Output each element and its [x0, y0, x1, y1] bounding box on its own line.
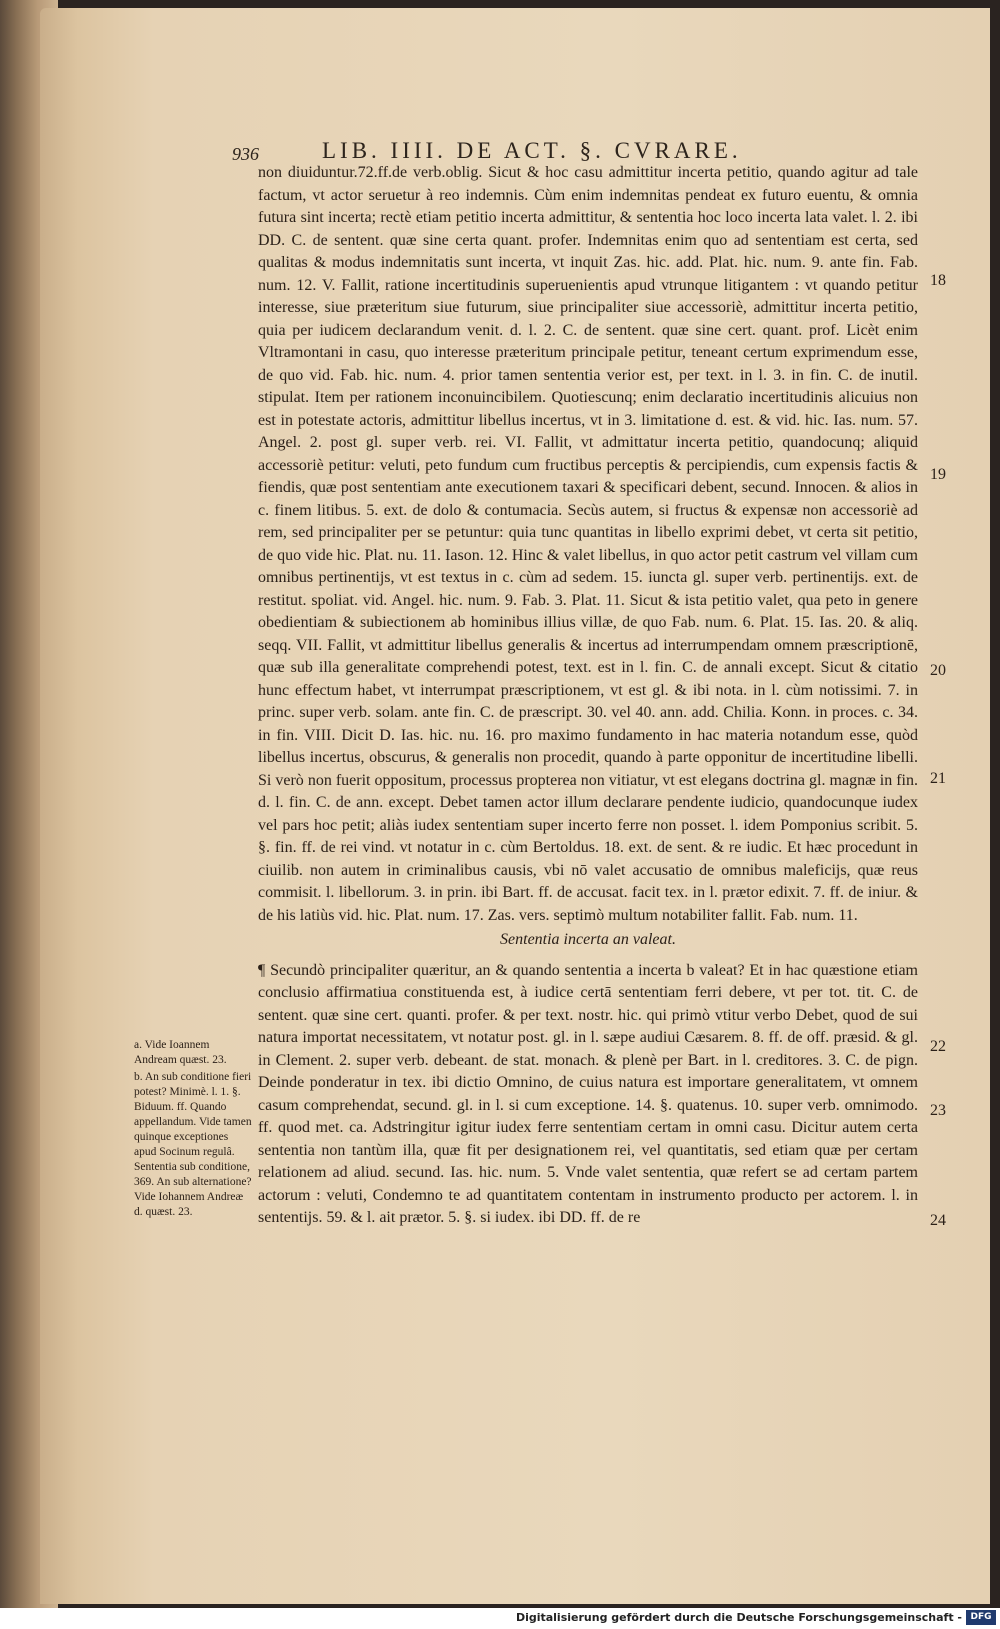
margin-number: 22: [930, 1038, 946, 1055]
section-heading: Sententia incerta an valeat.: [500, 931, 676, 948]
margin-number: 19: [930, 466, 946, 483]
margin-note: a. Vide Ioannem Andream quæst. 23.: [134, 1039, 227, 1066]
main-text-column: [258, 162, 918, 1230]
margin-number: 24: [930, 1212, 946, 1229]
margin-number: 23: [930, 1102, 946, 1119]
paragraph-continuation: non diuiduntur.72.ff.de verb.oblig. Sicut & hoc casu admittitur incerta petitio, quando agitur ad tale factum, vt actor seruetur à reo indemnis. Cùm enim indemnitas pendeat ex futuro euentu, & omnia futura sint incerta; rectè etiam petitio incerta admittitur, & sententia hoc loco incerta lata valet. l. 2. ibi DD. C. de sentent. quæ sine certa quant. profer. Indemnitas enim quo ad sententiam est certa, sed qualitas & modus indemnitatis sunt incerta, vt inquit Zas. hic. add. Plat. hic. num. 9. ante fin. Fab. num. 12. V. Fallit, ratione incertitudinis superuenientis apud vtrunque litigantem : vt quando petitur interesse, siue præteritum siue futurum, siue principaliter siue accessoriè, admittitur incerta petitio, quia per iudicem declarandum venit. d. l. 2. C. de sentent. quæ sine cert. quant. prof. Licèt enim Vltramontani in casu, quo interesse præteritum principale petitur, teneant certum exprimendum esse, de quo vid. Fab. hic. num. 4. prior tamen sententia verior est, per text. in l. 3. in fin. C. de inutil. stipulat. Item per rationem inconuincibilem. Quotiescunq; enim declaratio incertitudinis alicuius non est in potestate actoris, admittitur libellus incertus, vt in 3. limitatione d. est. & vid. hic. Ias. num. 57. Angel. 2. post gl. super verb. rei. VI. Fallit, vt admittatur incerta petitio, quandocunq; aliquid accessoriè petitur: veluti, peto fundum cum fructibus perceptis & percipiendis, cum expensis factis & fiendis, quæ post sententiam ante executionem taxari & specificari debent, secund. Innocen. & alios in c. finem litibus. 5. ext. de dolo & contumacia. Secùs autem, si fructus & expensæ non accessoriè ad rem, sed principaliter per se petuntur: quia tunc quantitas in libello exprimi debet, vt certa sit petitio, de quo vide hic. Plat. nu. 11. Iason. 12. Hinc & valet libellus, in quo actor petit castrum vel villam cum omnibus pertinentijs, vt est textus in c. cùm ad sedem. 15. iuncta gl. super verb. pertinentijs. ext. de restitut. spoliat. vid. Angel. hic. num. 9. Fab. 3. Plat. 11. Sicut & ista petitio valet, qua peto in genere obedientiam & subiectionem ab hominibus illius villæ, de quo Fab. num. 6. Plat. 15. Ias. 20. & aliq. seqq. VII. Fallit, vt admittitur libellus generalis & incertus ad interrumpendam omnem præscriptionē, quæ sub illa generalitate comprehendi potest, text. est in l. fin. C. de annali except. Sicut & citatio hunc effectum habet, vt interrumpat præscriptionem, vt est gl. & ibi nota. in l. cùm notissimi. 7. in princ. super verb. solam. ante fin. C. de præscript. 30. vel 40. ann. add. Chilia. Konn. in proces. c. 34. in fin. VIII. Dicit D. Ias. hic. nu. 16. pro maximo fundamento in hac materia notandum esse, quòd libellus incertus, obscurus, & generalis non procedit, quando à parte opponitur de incertitudine libelli. Si verò non fuerit oppositum, processus propterea non vitiatur, vt est elegans doctrina gl. magnæ in fin. d. l. fin. C. de ann. except. Debet tamen actor illum declarare pendente iudicio, quandocunque iudex vel pars hoc petit; aliàs iudex sententiam super incerto ferre non posset. l. idem Pomponius scribit. 5. §. fin. ff. de rei vind. vt notatur in c. cùm Bertoldus. 18. ext. de sent. & re iudic. Et hæc procedunt in ciuilib. non autem in criminalibus causis, vbi nō valet accusatio de omnibus maleficijs, quæ reus commisit. l. libellorum. 3. in prin. ibi Bart. ff. de accusat. facit tex. in l. prætor edixit. 7. ff. de iniur. & de his latiùs vid. hic. Plat. num. 17. Zas. vers. septimò multum notabiliter fallit. Fab. num. 11.: [258, 164, 918, 924]
dfg-logo-icon: DFG: [966, 1610, 996, 1625]
running-head: LIB. IIII. DE ACT. §. CVRARE.: [322, 138, 742, 163]
page-number: 936: [232, 144, 259, 164]
margin-number: 21: [930, 770, 946, 787]
footer-credit: Digitalisierung gefördert durch die Deutsche Forschungsgemeinschaft -: [515, 1611, 962, 1624]
margin-notes: [134, 1038, 252, 1222]
footer-bar: [0, 1608, 1000, 1629]
margin-number: 20: [930, 662, 946, 679]
margin-number: 18: [930, 272, 946, 289]
margin-note: b. An sub conditione fieri potest? Minimè. l. 1. §. Biduum. ff. Quando appellandum. Vide tamen quinque exceptiones apud Socinum regulâ. Sententia sub conditione, 369. An sub alternatione? Vide Iohannem Andreæ d. quæst. 23.: [134, 1071, 252, 1218]
paragraph-second-question: ¶ Secundò principaliter quæritur, an & quando sententia a incerta b valeat? Et in hac quæstione etiam conclusio affirmatiua constituenda est, à iudice certā sententiam ferri debere, vt per tot. tit. C. de sentent. quæ sine cert. quanti. profer. & per text. nostr. hic. qui primò vtitur verbo Debet, quod de sui natura importat necessitatem, vt notatur post. gl. in l. sæpe audiui Cæsarem. 8. ff. de off. præsid. & gl. in Clement. 2. super verb. debeant. de stat. monach. & plenè per Bart. in l. creditores. 3. C. de pign. Deinde ponderatur in tex. ibi dictio Omnino, de cuius natura est importare generalitatem, vt omnem casum comprehendat, secund. gl. in l. si cum exceptione. 14. §. quatenus. 10. super verb. omnimodo. ff. quod met. ca. Adstringitur igitur iudex ferre sententiam certam in omni casu. Dicitur autem certa sententia non tantùm illa, quæ fit per designationem rei, vel quantitatis, sed etiam quæ per certam relationem ad aliud. secund. Ias. hic. num. 5. Vnde valet sententia, quæ refert se ad certam partem actorum : veluti, Condemno te ad quantitatem contentam in instrumento producto per actorem. l. in sententijs. 59. & l. ait prætor. 5. §. si iudex. ibi DD. ff. de re: [258, 961, 918, 1226]
